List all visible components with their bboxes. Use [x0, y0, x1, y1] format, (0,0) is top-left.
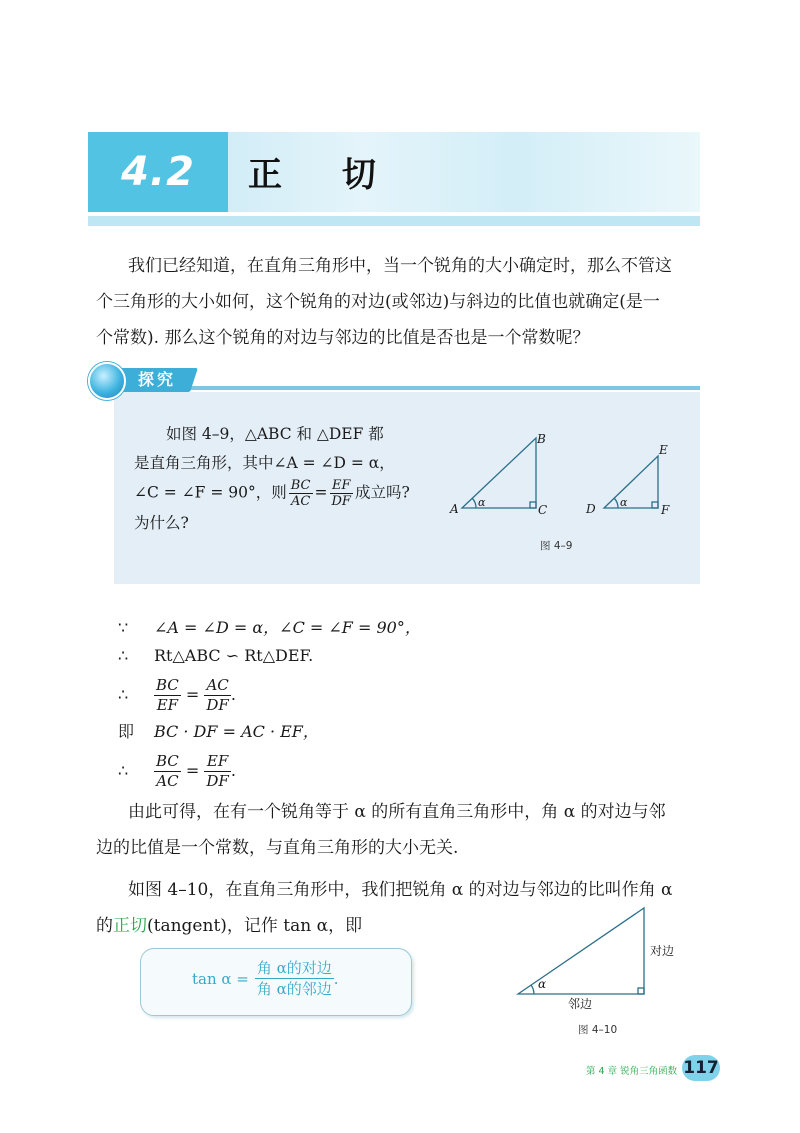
proof-line-3 [118, 676, 236, 715]
period: . [230, 685, 236, 704]
conclusion-line: 边的比值是一个常数，与直角三角形的大小无关. [96, 838, 459, 858]
namely-label: 即 [118, 722, 135, 741]
explore-line: 如图 4–9，△ABC 和 △DEF 都 [166, 425, 384, 443]
fraction-denominator: DF [206, 772, 229, 790]
banner-underline [88, 216, 700, 226]
label-alpha-2: α [620, 496, 628, 509]
explore-bulb-icon [88, 362, 126, 400]
conclusion-paragraph [96, 794, 700, 866]
label-d: D [586, 502, 596, 516]
explore-fraction-bc-ac [289, 478, 313, 509]
definition-line: 如图 4–10，在直角三角形中，我们把锐角 α 的对边与邻边的比叫作角 α [128, 880, 673, 900]
definition-prefix: 的 [96, 916, 113, 936]
fraction-numerator: 角 α的对边 [256, 959, 332, 977]
chapter-footer: 第 4 章 锐角三角函数 [586, 1066, 678, 1077]
term-tangent: 正切 [113, 916, 147, 936]
formula-lhs: tan α = [192, 969, 249, 988]
proof-line-1 [118, 618, 421, 638]
formula-fraction [255, 958, 334, 999]
fraction-denominator: DF [331, 494, 351, 509]
label-alpha: α [538, 977, 547, 991]
alpha-arc [531, 985, 534, 994]
right-angle-mark-c [530, 502, 536, 508]
label-opposite: 对边 [650, 944, 675, 958]
fraction-numerator: BC [156, 676, 179, 694]
explore-label: 探究 [137, 370, 176, 389]
explore-line3-suffix: 成立吗? [354, 483, 410, 502]
definition-suffix: (tangent)，记作 tan α，即 [147, 916, 363, 936]
label-b: B [537, 432, 546, 446]
fraction-denominator: DF [206, 696, 229, 714]
figure-4-9-caption: 图 4–9 [540, 540, 573, 552]
right-angle-mark-f [652, 502, 658, 508]
explore-line-3 [134, 478, 424, 509]
figure-4-10 [510, 900, 710, 1010]
period: . [333, 969, 339, 988]
explore-line: 为什么? [134, 514, 189, 532]
intro-line: 个常数). 那么这个锐角的对边与邻边的比值是否也是一个常数呢？ [96, 328, 590, 348]
fraction-denominator: AC [156, 772, 179, 790]
therefore-symbol: ∴ [118, 761, 129, 780]
fraction-bc-ef [154, 676, 181, 715]
proof-line-4 [118, 722, 319, 742]
triangle-right [518, 908, 644, 994]
fraction-denominator: AC [290, 494, 311, 509]
period: . [230, 761, 236, 780]
tangent-formula [192, 958, 339, 999]
fraction-denominator: EF [156, 696, 179, 714]
section-title: 正 切 [248, 155, 400, 195]
page-number: 117 [682, 1055, 720, 1081]
section-number: 4.2 [88, 132, 228, 212]
explore-question [134, 420, 424, 538]
explore-ribbon-line [190, 386, 700, 390]
proof-text: ∠A = ∠D = α，∠C = ∠F = 90°， [154, 618, 421, 637]
therefore-symbol: ∴ [118, 646, 129, 665]
label-f: F [661, 503, 670, 517]
label-e: E [659, 443, 668, 457]
alpha-arc-d [614, 498, 618, 508]
fraction-numerator: EF [330, 478, 353, 494]
fraction-numerator: BC [290, 478, 311, 493]
intro-paragraph [96, 248, 700, 356]
label-adjacent: 邻边 [568, 997, 593, 1010]
conclusion-line: 由此可得，在有一个锐角等于 α 的所有直角三角形中，角 α 的对边与邻 [128, 802, 666, 822]
proof-text: Rt△ABC ∽ Rt△DEF. [154, 646, 314, 665]
equals-sign: = [185, 761, 200, 780]
figure-4-9 [440, 428, 690, 528]
intro-line: 我们已经知道，在直角三角形中，当一个锐角的大小确定时，那么不管这 [128, 256, 672, 276]
label-a: A [450, 502, 459, 516]
explore-line3-prefix: ∠C = ∠F = 90°，则 [134, 483, 287, 502]
fraction-numerator: AC [204, 676, 230, 696]
right-angle-mark [638, 988, 644, 994]
equals-sign: = [314, 483, 328, 502]
fraction-ef-df [204, 752, 230, 791]
proof-line-2 [118, 646, 313, 666]
proof-line-5 [118, 752, 236, 791]
explore-line: 是直角三角形，其中∠A = ∠D = α， [134, 454, 395, 472]
fraction-ac-df [204, 676, 230, 715]
triangle-abc [462, 438, 536, 508]
intro-line: 个三角形的大小如何，这个锐角的对边(或邻边)与斜边的比值也就确定(是一 [96, 292, 660, 312]
fraction-denominator: 角 α的邻边 [256, 980, 332, 998]
fraction-numerator: EF [204, 752, 230, 772]
fraction-bc-ac [154, 752, 181, 791]
triangle-def [604, 456, 658, 508]
figure-4-10-caption: 图 4–10 [578, 1024, 618, 1036]
label-c: C [538, 503, 548, 517]
because-symbol: ∵ [118, 618, 129, 637]
alpha-arc-a [472, 498, 476, 508]
explore-fraction-ef-df [330, 478, 353, 509]
therefore-symbol: ∴ [118, 685, 129, 704]
equals-sign: = [185, 685, 200, 704]
fraction-numerator: BC [156, 752, 179, 770]
label-alpha-1: α [478, 496, 486, 509]
proof-text: BC · DF = AC · EF， [154, 722, 319, 741]
